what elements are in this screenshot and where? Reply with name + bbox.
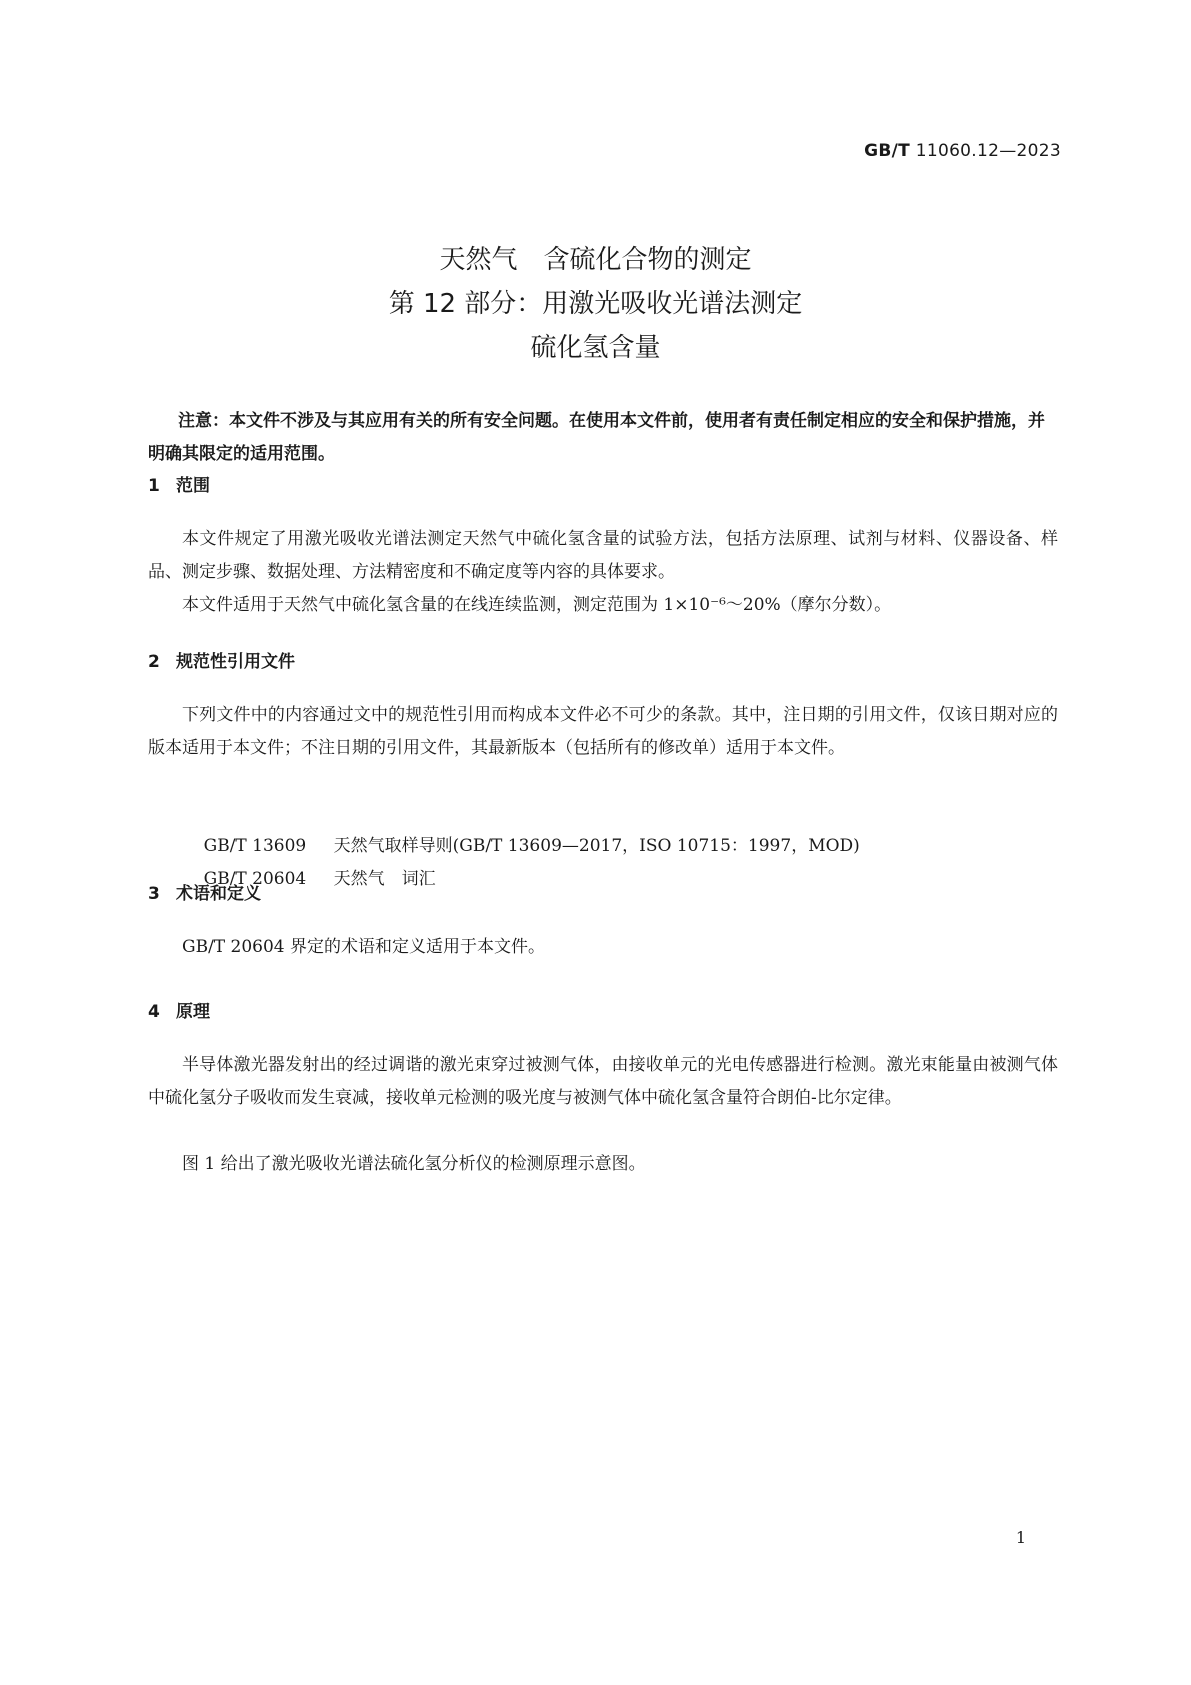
- title-line-2: 第 12 部分：用激光吸收光谱法测定: [388, 289, 803, 319]
- section-title: 规范性引用文件: [176, 652, 295, 672]
- section-heading-normative-references: [148, 647, 295, 672]
- paragraph: 本文件规定了用激光吸收光谱法测定天然气中硫化氢含量的试验方法，包括方法原理、试剂与材料、仪器设备、样品、测定步骤、数据处理、方法精密度和不确定度等内容的具体要求。: [148, 529, 1058, 582]
- paragraph: 半导体激光器发射出的经过调谐的激光束穿过被测气体，由接收单元的光电传感器进行检测。激光束能量由被测气体中硫化氢分子吸收而发生衰减，接收单元检测的吸光度与被测气体中硫化氢含量符合朗伯-比尔定律。: [148, 1055, 1058, 1108]
- paragraph: GB/T 20604 界定的术语和定义适用于本文件。: [182, 937, 546, 957]
- document-number: [864, 141, 1061, 161]
- paragraph: 图 1 给出了激光吸收光谱法硫化氢分析仪的检测原理示意图。: [182, 1154, 646, 1174]
- section-heading-scope: [148, 471, 210, 496]
- section-heading-terms: [148, 879, 261, 904]
- reference-title: 天然气 词汇: [333, 869, 436, 889]
- document-title: [0, 238, 1191, 370]
- title-line-1: 天然气 含硫化合物的测定: [439, 245, 752, 275]
- reference-code: GB/T 13609: [203, 836, 307, 856]
- document-prefix: GB/T: [864, 141, 910, 161]
- section-number: 4: [148, 1002, 160, 1022]
- section-title: 范围: [176, 476, 210, 496]
- section-title: 原理: [176, 1002, 210, 1022]
- safety-note: 注意：本文件不涉及与其应用有关的所有安全问题。在使用本文件前，使用者有责任制定相应的安全和保护措施，并明确其限定的适用范围。: [148, 411, 1045, 464]
- paragraph: 下列文件中的内容通过文中的规范性引用而构成本文件必不可少的条款。其中，注日期的引用文件，仅该日期对应的版本适用于本文件；不注日期的引用文件，其最新版本（包括所有的修改单）适用于本文件。: [148, 705, 1058, 758]
- section-heading-principle: [148, 997, 210, 1022]
- document-code: 11060.12—2023: [915, 141, 1061, 161]
- reference-code: GB/T 20604: [203, 869, 307, 889]
- section-number: 2: [148, 652, 160, 672]
- reference-title: 天然气取样导则(GB/T 13609—2017，ISO 10715：1997，MOD): [333, 836, 860, 856]
- title-line-3: 硫化氢含量: [530, 333, 661, 363]
- paragraph: 本文件适用于天然气中硫化氢含量的在线连续监测，测定范围为 1×10⁻⁶～20%（摩尔分数）。: [182, 595, 892, 615]
- section-number: 1: [148, 476, 160, 496]
- page-number: 1: [1015, 1528, 1026, 1547]
- section-title: 术语和定义: [176, 884, 261, 904]
- section-number: 3: [148, 884, 160, 904]
